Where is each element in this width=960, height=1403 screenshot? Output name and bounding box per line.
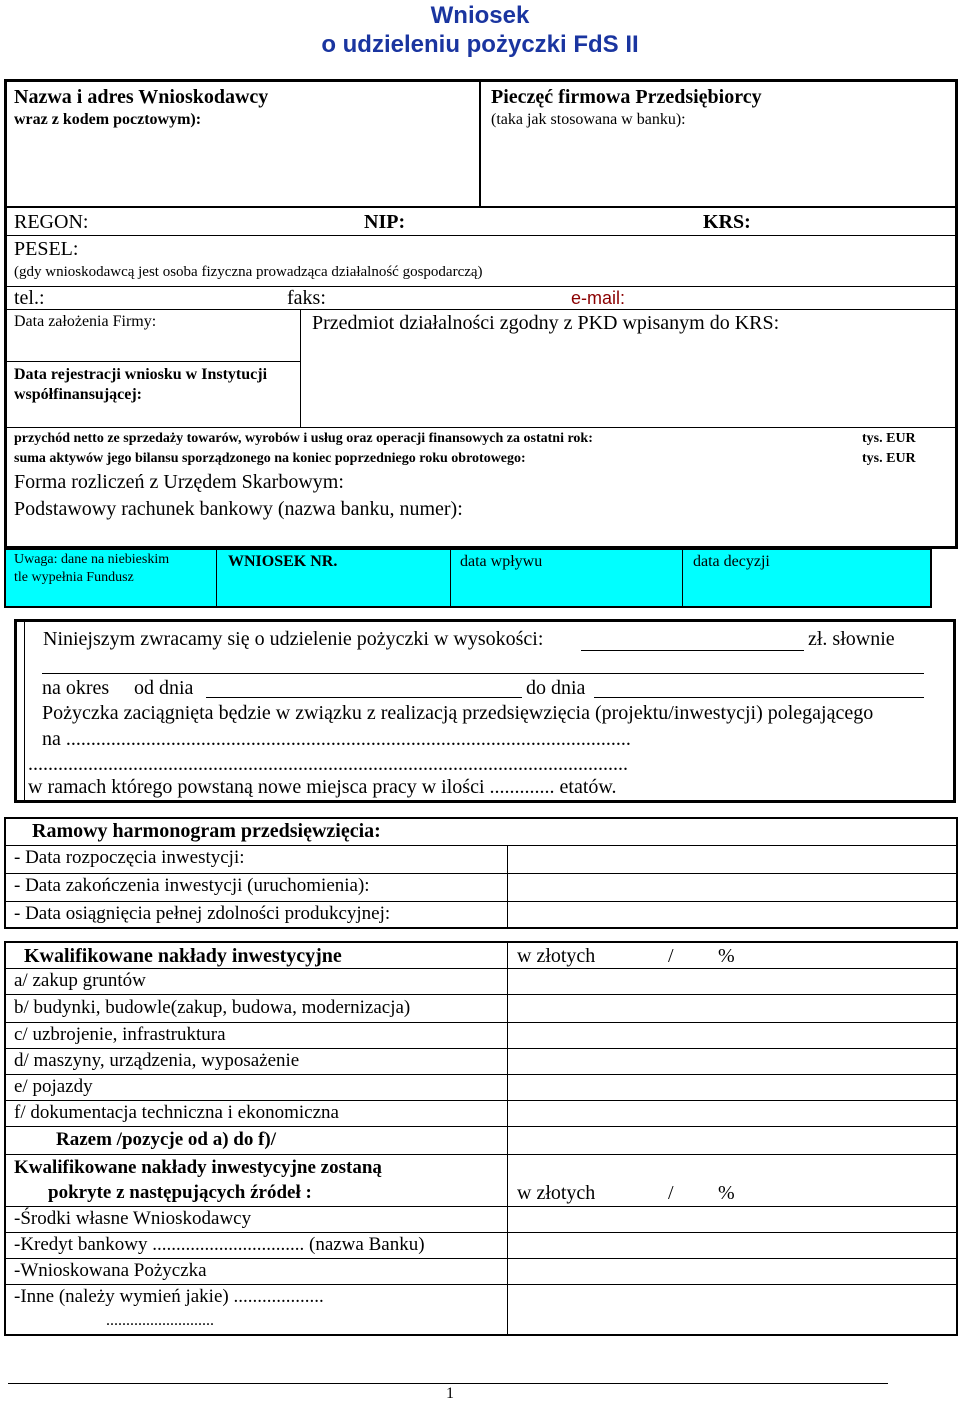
source-row: -Inne (należy wymień jakie) ................... — [14, 1286, 324, 1307]
schedule-title: Ramowy harmonogram przedsięwzięcia: — [32, 820, 381, 842]
costs-title: Kwalifikowane nakłady inwestycyjne — [24, 945, 342, 967]
costs-total-label: Razem /pozycje od a) do f)/ — [56, 1129, 277, 1150]
sources-title: Kwalifikowane nakłady inwestycyjne zostaną — [14, 1157, 382, 1178]
divider — [216, 549, 217, 607]
schedule-row: - Data rozpoczęcia inwestycji: — [14, 847, 245, 868]
divider — [479, 81, 481, 207]
divider — [5, 1048, 957, 1049]
divider — [6, 361, 300, 362]
new-jobs-label: w ramach którego powstaną nowe miejsca pracy w ilości ............. etatów. — [28, 776, 617, 798]
revenue-unit: tys. EUR — [862, 431, 916, 446]
divider — [5, 1232, 957, 1233]
divider — [6, 286, 956, 287]
applicant-name-label: Nazwa i adres Wnioskodawcy — [14, 86, 269, 108]
assets-label: suma aktywów jego bilansu sporządzonego na koniec poprzedniego roku obrotowego: — [14, 451, 526, 466]
source-row: -Kredyt bankowy ................................ (nazwa Banku) — [14, 1234, 425, 1255]
schedule-row: - Data zakończenia inwestycji (uruchomienia): — [14, 875, 370, 896]
company-stamp-sublabel: (taka jak stosowana w banku): — [491, 111, 686, 128]
registration-date-label: Data rejestracji wniosku w Instytucji — [14, 366, 268, 383]
tax-form-label: Forma rozliczeń z Urzędem Skarbowym: — [14, 471, 344, 493]
costs-percent-label: % — [718, 945, 735, 967]
registration-date-label-cont: współfinansującej: — [14, 386, 143, 403]
sources-slash: / — [668, 1182, 674, 1204]
krs-label: KRS: — [703, 211, 751, 233]
divider — [300, 310, 301, 427]
divider — [5, 1100, 957, 1101]
source-row: -Środki własne Wnioskodawcy — [14, 1208, 252, 1229]
founding-date-label: Data założenia Firmy: — [14, 313, 157, 330]
divider — [507, 846, 508, 928]
divider — [682, 549, 683, 607]
cost-row: d/ maszyny, urządzenia, wyposażenie — [14, 1050, 300, 1071]
phone-label: tel.: — [14, 287, 45, 309]
nip-label: NIP: — [364, 211, 406, 233]
applicant-name-sublabel: wraz z kodem pocztowym): — [14, 111, 202, 128]
from-date-label: od dnia — [134, 677, 194, 699]
divider — [5, 1258, 957, 1259]
divider — [5, 873, 957, 874]
loan-purpose-label: Pożyczka zaciągnięta będzie w związku z realizacją przedsięwzięcia (projektu/inwestycji) polegającego — [42, 702, 874, 724]
costs-unit-label: w złotych — [517, 945, 596, 967]
loan-purpose-field-cont[interactable]: ........................................................................................................................ — [28, 753, 628, 775]
divider — [5, 1206, 957, 1207]
sources-unit-label: w złotych — [517, 1182, 596, 1204]
to-date-field[interactable] — [594, 697, 924, 698]
cost-row: f/ dokumentacja techniczna i ekonomiczna — [14, 1102, 339, 1123]
divider — [24, 622, 25, 800]
divider — [5, 901, 957, 902]
costs-slash: / — [668, 945, 674, 967]
sources-percent-label: % — [718, 1182, 735, 1204]
cost-row: e/ pojazdy — [14, 1076, 93, 1097]
amount-in-words-field[interactable] — [42, 673, 924, 674]
pkd-activity-label: Przedmiot działalności zgodny z PKD wpisanym do KRS: — [312, 312, 780, 334]
company-stamp-field[interactable] — [491, 140, 951, 202]
cost-row: b/ budynki, budowle(zakup, budowa, modernizacja) — [14, 997, 411, 1018]
loan-amount-field[interactable] — [581, 650, 804, 651]
regon-label: REGON: — [14, 211, 89, 233]
divider — [6, 427, 956, 428]
assets-unit: tys. EUR — [862, 451, 916, 466]
bank-account-label: Podstawowy rachunek bankowy (nazwa banku, numer): — [14, 498, 463, 520]
schedule-row: - Data osiągnięcia pełnej zdolności produkcyjnej: — [14, 903, 391, 924]
divider — [5, 994, 957, 995]
divider — [5, 1022, 957, 1023]
period-label: na okres — [42, 677, 110, 699]
company-stamp-label: Pieczęć firmowa Przedsiębiorcy — [491, 86, 762, 108]
document-subtitle: o udzieleniu pożyczki FdS II — [321, 31, 639, 58]
divider — [5, 968, 957, 969]
divider — [5, 845, 957, 846]
divider — [450, 549, 451, 607]
loan-amount-label: Niniejszym zwracamy się o udzielenie pożyczki w wysokości: — [43, 628, 544, 650]
sources-title-cont: pokryte z następujących źródeł : — [48, 1182, 312, 1203]
receipt-date-label: data wpływu — [460, 553, 543, 570]
loan-purpose-field[interactable]: na ................................................................................................................. — [42, 728, 631, 750]
divider — [507, 942, 508, 1335]
to-date-label: do dnia — [526, 677, 586, 699]
divider — [5, 1154, 957, 1155]
divider — [5, 1126, 957, 1127]
divider — [6, 309, 956, 310]
document-title: Wniosek — [430, 2, 530, 29]
footer-rule — [8, 1383, 888, 1384]
cost-row: c/ uzbrojenie, infrastruktura — [14, 1024, 226, 1045]
fund-note-cont: tle wypełnia Fundusz — [14, 570, 134, 585]
fax-label: faks: — [287, 287, 326, 309]
from-date-field[interactable] — [206, 697, 522, 698]
email-label: e-mail: — [571, 288, 626, 308]
revenue-label: przychód netto ze sprzedaży towarów, wyrobów i usług oraz operacji finansowych za ostatni rok: — [14, 431, 593, 446]
source-other-field[interactable]: ........................... — [106, 1312, 214, 1329]
pesel-note: (gdy wnioskodawcą jest osoba fizyczna prowadząca działalność gospodarczą) — [14, 264, 483, 280]
cost-row: a/ zakup gruntów — [14, 970, 146, 991]
application-number-label: WNIOSEK NR. — [228, 553, 338, 570]
applicant-name-field[interactable] — [14, 140, 474, 202]
currency-label: zł. słownie — [808, 628, 895, 650]
decision-date-label: data decyzji — [693, 553, 770, 570]
source-row: -Wnioskowana Pożyczka — [14, 1260, 207, 1281]
pesel-label: PESEL: — [14, 238, 79, 260]
divider — [6, 235, 956, 236]
fund-note: Uwaga: dane na niebieskim — [14, 552, 170, 567]
divider — [5, 1284, 957, 1285]
page-number: 1 — [446, 1385, 454, 1402]
divider — [5, 1074, 957, 1075]
divider — [6, 206, 956, 208]
